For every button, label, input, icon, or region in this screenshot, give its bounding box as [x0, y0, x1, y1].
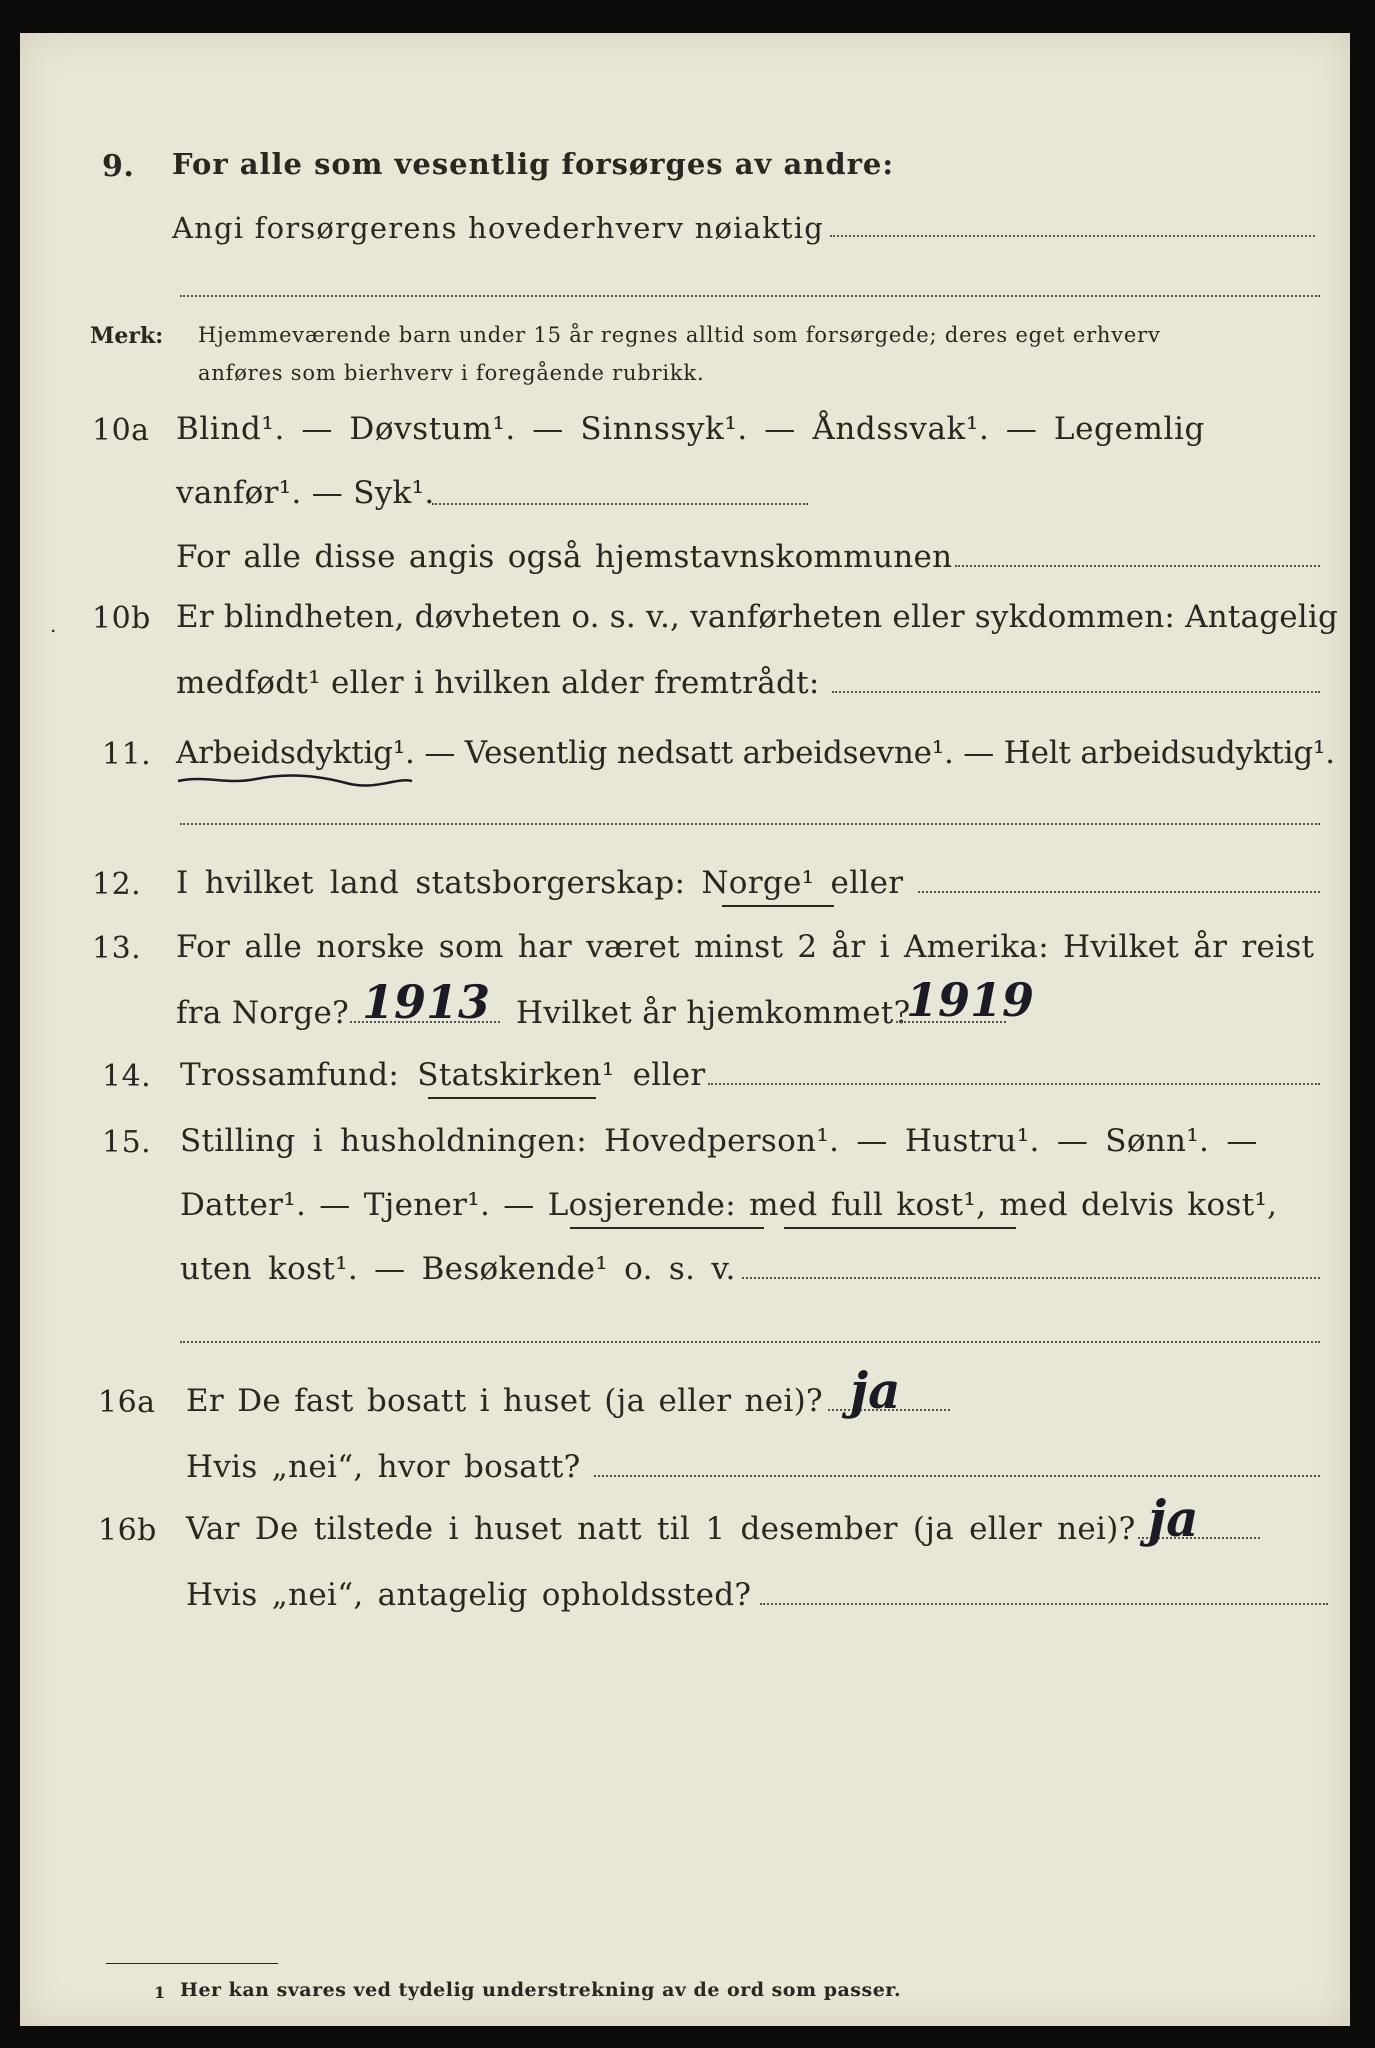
merk-line2: anføres som bierhverv i foregående rubrikk.: [198, 361, 705, 385]
q16b-line1: Var De tilstede i huset natt til 1 desember (ja eller nei)?: [186, 1511, 1136, 1547]
q14-statskirken-underline: [428, 1097, 596, 1099]
q10a-number: 10a: [92, 413, 150, 448]
q16a-line2: Hvis „nei“, hvor bosatt?: [186, 1449, 581, 1485]
q15-answer-line-2[interactable]: [180, 1341, 1320, 1343]
margin-dot: .: [50, 613, 57, 637]
q13-line2a: fra Norge?: [176, 995, 350, 1031]
q15-answer-line[interactable]: [742, 1277, 1320, 1279]
q15-fullkost-underline: [784, 1227, 1016, 1229]
q9-line1: For alle som vesentlig forsørges av andre:: [172, 147, 895, 181]
q16a-bosatt-line[interactable]: [594, 1475, 1320, 1477]
merk-line1: Hjemmeværende barn under 15 år regnes alltid som forsørgede; deres eget erhverv: [198, 323, 1161, 347]
q10a-line2: vanfør¹. — Syk¹.: [176, 475, 435, 511]
q10b-answer-line[interactable]: [832, 691, 1320, 693]
q12-line1: I hvilket land statsborgerskap: Norge¹ eller: [176, 865, 904, 901]
q16a-number: 16a: [98, 1385, 156, 1420]
q15-line2: Datter¹. — Tjener¹. — Losjerende: med full kost¹, med delvis kost¹,: [180, 1187, 1278, 1223]
q11-handwritten-underline: [176, 771, 416, 791]
q14-line1: Trossamfund: Statskirken¹ eller: [180, 1057, 706, 1093]
q10b-number: 10b: [92, 601, 151, 636]
q11-line1: Arbeidsdyktig¹. — Vesentlig nedsatt arbeidsevne¹. — Helt arbeidsudyktig¹.: [176, 735, 1335, 771]
q12-number: 12.: [92, 867, 142, 902]
q16a-line1: Er De fast bosatt i huset (ja eller nei)?: [186, 1383, 823, 1419]
q13-line1: For alle norske som har været minst 2 år i Amerika: Hvilket år reist: [176, 929, 1315, 965]
q10a-line3: For alle disse angis også hjemstavnskommunen: [176, 539, 953, 575]
q14-number: 14.: [102, 1059, 152, 1094]
footnote-mark: 1: [154, 1983, 166, 2002]
form-page: [20, 33, 1350, 2026]
q15-losjerende-underline: [570, 1227, 764, 1229]
q15-line1: Stilling i husholdningen: Hovedperson¹. — Hustru¹. — Sønn¹. —: [180, 1123, 1258, 1159]
q9-line2: Angi forsørgerens hovederhverv nøiaktig: [172, 211, 824, 245]
q13-answer-hjem: 1919: [906, 973, 1035, 1027]
q16a-answer: ja: [850, 1361, 901, 1420]
q16b-line2: Hvis „nei“, antagelig opholdssted?: [186, 1577, 752, 1613]
q15-number: 15.: [102, 1125, 152, 1160]
q10b-line2: medfødt¹ eller i hvilken alder fremtrådt:: [176, 665, 820, 701]
q12-norge-underline: [722, 905, 834, 907]
q16b-answer: ja: [1148, 1489, 1199, 1548]
q16b-number: 16b: [98, 1513, 157, 1548]
q14-answer-line[interactable]: [708, 1083, 1320, 1085]
q11-answer-line[interactable]: [180, 823, 1320, 825]
footnote-rule: [106, 1963, 278, 1964]
q10a-line1: Blind¹. — Døvstum¹. — Sinnssyk¹. — Åndssvak¹. — Legemlig: [176, 411, 1205, 447]
q15-line3: uten kost¹. — Besøkende¹ o. s. v.: [180, 1251, 736, 1287]
q12-answer-line[interactable]: [918, 891, 1320, 893]
q10a-kommune-line[interactable]: [955, 565, 1320, 567]
q10b-line1: Er blindheten, døvheten o. s. v., vanførheten eller sykdommen: Antagelig: [176, 599, 1339, 635]
q13-number: 13.: [92, 931, 142, 966]
q9-number: 9.: [102, 149, 135, 184]
footnote-text: Her kan svares ved tydelig understrekning av de ord som passer.: [180, 1979, 902, 2001]
q9-answer-line-2[interactable]: [180, 295, 1320, 297]
q11-number: 11.: [102, 737, 152, 772]
q9-answer-line[interactable]: [830, 235, 1315, 237]
q13-answer-reist: 1913: [362, 975, 491, 1029]
q13-line2b: Hvilket år hjemkommet?: [516, 995, 911, 1031]
q10a-answer-line[interactable]: [432, 503, 808, 505]
q16b-opholdssted-line[interactable]: [760, 1603, 1328, 1605]
merk-label: Merk:: [90, 323, 164, 349]
